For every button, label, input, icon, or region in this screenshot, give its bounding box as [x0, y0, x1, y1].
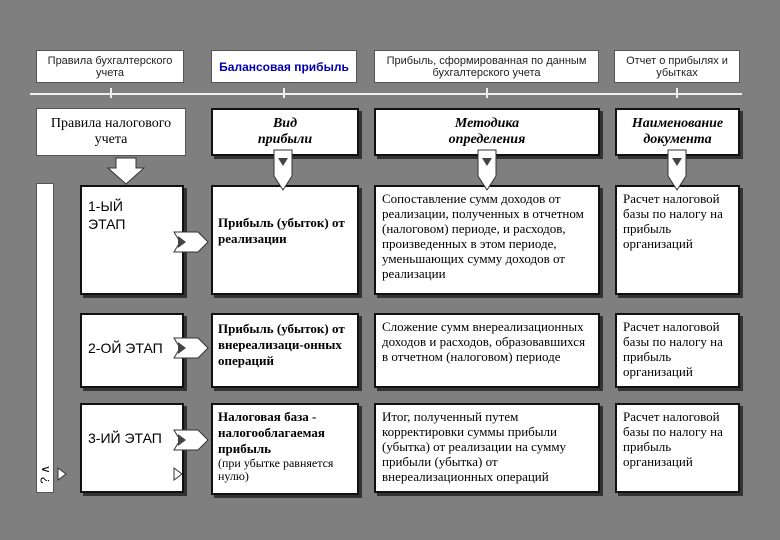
- tax-rules-label: Правила налогового учета: [50, 116, 172, 147]
- left-bar-text: ? ∧: [38, 465, 52, 484]
- down-arrow-icon: [274, 150, 292, 190]
- stage-3-label: 3-ИЙ ЭТАП: [88, 430, 162, 446]
- stage-3-method-text: Итог, полученный путем корректировки суммы прибыли (убытка) от реализации на сумму прибыли (убытка) от внереализационных операций: [382, 409, 567, 484]
- doc-name-header-label: Наименование документа: [631, 116, 724, 147]
- method-header-label: Методика определения: [448, 116, 526, 147]
- right-arrow-icon: [174, 338, 208, 358]
- down-arrow-icon: [108, 158, 144, 184]
- accounting-rules-label: Правила бухгалтерского учета: [47, 54, 173, 79]
- stage-2-profit-type-label: Прибыль (убыток) от внереализаци-онных операций: [218, 321, 345, 368]
- profit-formed-label: Прибыль, сформированная по данным бухгалтерского учета: [386, 54, 587, 79]
- down-arrow-icon: [668, 150, 686, 190]
- side-mark-icon: [58, 468, 182, 480]
- stage-1-profit-type-label: Прибыль (убыток) от реализации: [218, 215, 345, 246]
- balance-profit-label: Балансовая прибыль: [219, 59, 349, 74]
- stage-2-label: 2-ОЙ ЭТАП: [88, 340, 163, 356]
- stage-3-profit-type-label: Налоговая база - налогооблагаемая прибыль: [218, 409, 325, 456]
- profit-report-label: Отчет о прибылях и убытках: [626, 54, 728, 79]
- stage-2-document-text: Расчет налоговой базы по налогу на прибыль организаций: [623, 319, 723, 379]
- stage-2-method-text: Сложение сумм внереализационных доходов и расходов, образовавшихся в отчетном (налоговом) периоде: [382, 319, 586, 364]
- stage-3-profit-type-note: (при убытке равняется нулю): [218, 456, 334, 483]
- down-arrow-icon: [478, 150, 496, 190]
- profit-type-header-label: Вид прибыли: [257, 116, 313, 147]
- stage-1-document-text: Расчет налоговой базы по налогу на прибыль организаций: [623, 191, 723, 251]
- stage-1-label: 1-ЫЙ ЭТАП: [88, 198, 126, 232]
- right-arrow-icon: [174, 430, 208, 450]
- stage-3-document-text: Расчет налоговой базы по налогу на прибыль организаций: [623, 409, 723, 469]
- right-arrow-icon: [174, 232, 208, 252]
- stage-1-method-text: Сопоставление сумм доходов от реализации, полученных в отчетном (налоговом) периоде, и расходов, произведенных в этом периоде, уменьшающих сумму доходов от реализации: [382, 191, 584, 281]
